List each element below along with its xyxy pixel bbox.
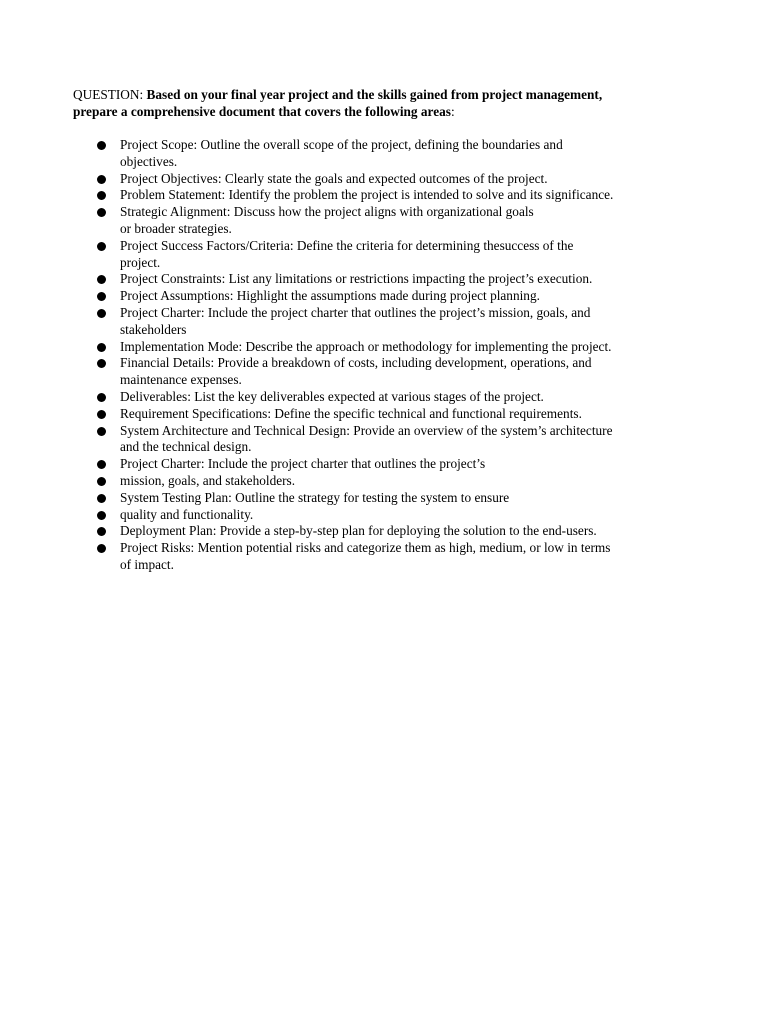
- bullet-item: [96, 137, 706, 171]
- question-heading: [73, 86, 703, 120]
- requirements-bullet-list: [96, 137, 706, 574]
- bullet-text-line: Project Assumptions: Highlight the assumptions made during project planning.: [120, 288, 540, 304]
- bullet-dot-icon: [97, 359, 106, 368]
- bullet-item: [96, 204, 706, 238]
- bullet-text-line: Project Scope: Outline the overall scope of the project, defining the boundaries and: [120, 137, 563, 152]
- bullet-text-line: or broader strategies.: [120, 220, 232, 236]
- bullet-text-line: Requirement Specifications: Define the specific technical and functional requirements.: [120, 405, 582, 421]
- bullet-text-line: Deliverables: List the key deliverables expected at various stages of the project.: [120, 388, 544, 404]
- bullet-text-line: Project Charter: Include the project charter that outlines the project’s mission, goals, and: [120, 304, 591, 320]
- bullet-dot-icon: [97, 511, 106, 520]
- bullet-item: [96, 288, 706, 305]
- bullet-text-line: Implementation Mode: Describe the approach or methodology for implementing the project.: [120, 338, 612, 354]
- bullet-item: [96, 271, 706, 288]
- bullet-item: [96, 389, 706, 406]
- bullet-dot-icon: [97, 544, 106, 553]
- bullet-text-line: of impact.: [120, 556, 174, 572]
- bullet-dot-icon: [97, 191, 106, 200]
- question-prompt-line-2: prepare a comprehensive document that covers the following areas: [73, 104, 451, 119]
- bullet-dot-icon: [97, 309, 106, 318]
- bullet-item: [96, 507, 706, 524]
- bullet-item: [96, 540, 706, 574]
- bullet-text-line: stakeholders: [120, 321, 187, 337]
- bullet-dot-icon: [97, 393, 106, 402]
- question-label: QUESTION:: [73, 87, 147, 102]
- bullet-dot-icon: [97, 343, 106, 352]
- bullet-text-line: Strategic Alignment: Discuss how the project aligns with organizational goals: [120, 204, 534, 220]
- bullet-dot-icon: [97, 141, 106, 150]
- bullet-text-line: quality and functionality.: [120, 506, 254, 522]
- bullet-item: [96, 406, 706, 423]
- bullet-item: [96, 238, 706, 272]
- bullet-text-line: Project Charter: Include the project charter that outlines the project’s: [120, 456, 486, 472]
- bullet-item: [96, 305, 706, 339]
- bullet-item: [96, 423, 706, 457]
- question-colon: :: [450, 104, 455, 119]
- bullet-text-line: Project Constraints: List any limitations or restrictions impacting the project’s execution.: [120, 271, 593, 287]
- bullet-text-line: maintenance expenses.: [120, 372, 242, 388]
- question-prompt-line-1: Based on your final year project and the skills gained from project management,: [146, 87, 603, 102]
- bullet-dot-icon: [97, 208, 106, 217]
- bullet-item: [96, 339, 706, 356]
- bullet-dot-icon: [97, 410, 106, 419]
- bullet-dot-icon: [97, 427, 106, 436]
- bullet-dot-icon: [97, 477, 106, 486]
- bullet-text-line: mission, goals, and stakeholders.: [120, 472, 296, 488]
- bullet-dot-icon: [97, 242, 106, 251]
- bullet-text-line: Financial Details: Provide a breakdown of costs, including development, operations, and: [120, 355, 592, 371]
- bullet-item: [96, 355, 706, 389]
- bullet-text-line: System Architecture and Technical Design: Provide an overview of the system’s architecture: [120, 422, 613, 438]
- bullet-text-line: Project Objectives: Clearly state the goals and expected outcomes of the project.: [120, 170, 548, 186]
- bullet-dot-icon: [97, 494, 106, 503]
- bullet-dot-icon: [97, 175, 106, 184]
- bullet-item: [96, 490, 706, 507]
- bullet-dot-icon: [97, 275, 106, 284]
- bullet-item: [96, 171, 706, 188]
- bullet-text-line: objectives.: [120, 153, 178, 169]
- bullet-item: [96, 473, 706, 490]
- bullet-text-line: Problem Statement: Identify the problem the project is intended to solve and its significance.: [120, 187, 614, 203]
- bullet-dot-icon: [97, 527, 106, 536]
- bullet-dot-icon: [97, 460, 106, 469]
- bullet-text-line: and the technical design.: [120, 439, 252, 455]
- bullet-item: [96, 523, 706, 540]
- bullet-text-line: Project Risks: Mention potential risks and categorize them as high, medium, or low in terms: [120, 540, 611, 556]
- bullet-text-line: project.: [120, 254, 161, 270]
- bullet-text-line: Deployment Plan: Provide a step-by-step plan for deploying the solution to the end-users.: [120, 523, 597, 539]
- bullet-item: [96, 456, 706, 473]
- bullet-dot-icon: [97, 292, 106, 301]
- bullet-text-line: Project Success Factors/Criteria: Define the criteria for determining thesuccess of the: [120, 237, 574, 253]
- bullet-text-line: System Testing Plan: Outline the strategy for testing the system to ensure: [120, 489, 510, 505]
- bullet-item: [96, 187, 706, 204]
